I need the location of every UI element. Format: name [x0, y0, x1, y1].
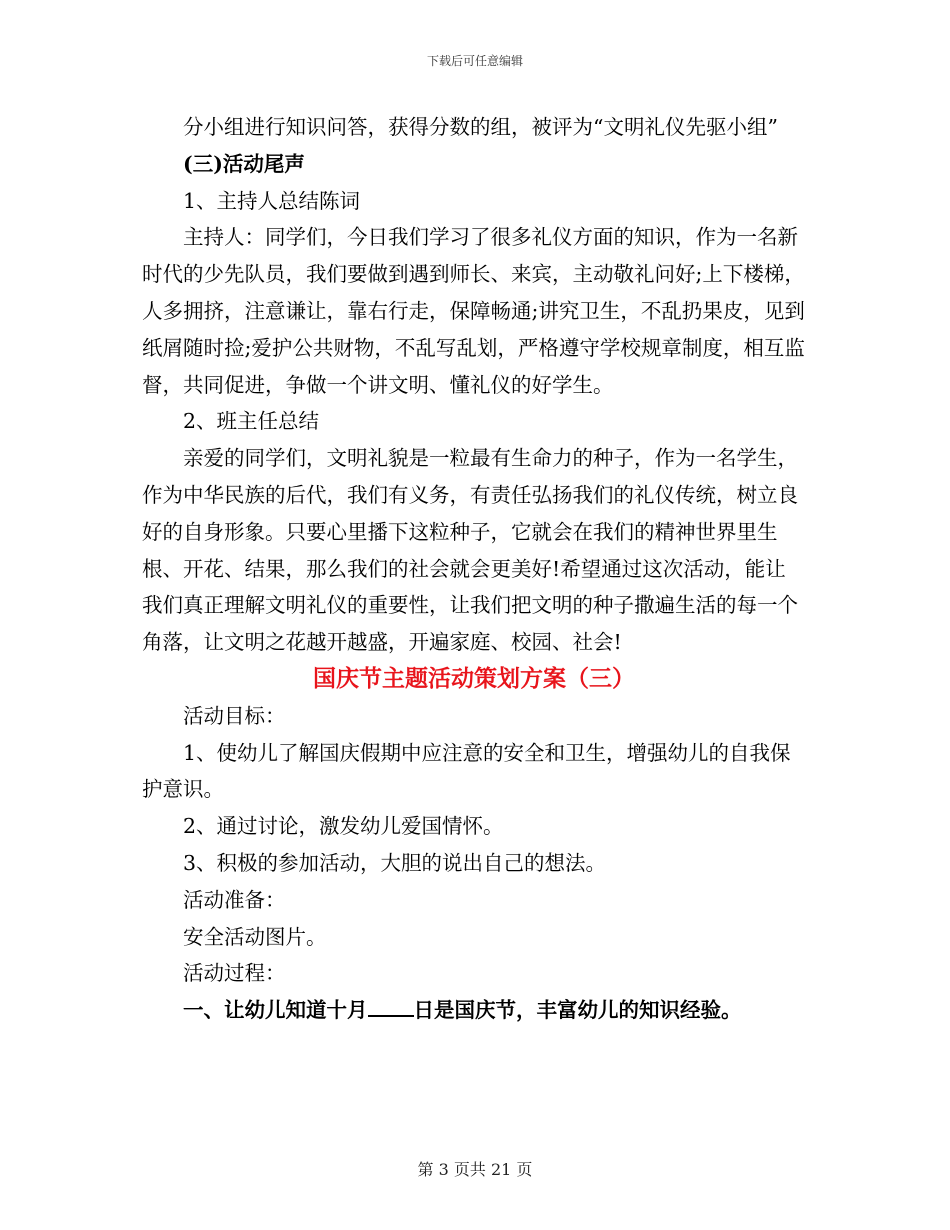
page-footer: 第 3 页共 21 页	[417, 1160, 533, 1179]
goal-3: 3、积极的参加活动，大胆的说出自己的想法。	[183, 850, 607, 875]
document-body	[142, 109, 806, 1029]
goals-label: 活动目标：	[183, 703, 286, 728]
paragraph-groups: 分小组进行知识问答，获得分数的组，被评为“文明礼仪先驱小组”	[183, 115, 778, 139]
goal-2: 2、通过讨论，激发幼儿爱国情怀。	[183, 814, 504, 839]
step-1-after: 日是国庆节，丰富幼儿的知识经验。	[413, 998, 742, 1023]
page-header: 下载后可任意编辑	[426, 54, 523, 68]
process-label: 活动过程：	[183, 961, 286, 986]
prep-label: 活动准备：	[183, 887, 286, 912]
step-1-before: 一、让幼儿知道十月	[183, 998, 368, 1023]
fill-in-blank	[368, 1014, 414, 1017]
item1-heading: 1、主持人总结陈词	[183, 188, 361, 213]
step-1	[142, 992, 806, 1029]
section-title: 国庆节主题活动策划方案（三）	[313, 664, 635, 692]
goal-1: 1、使幼儿了解国庆假期中应注意的安全和卫生，增强幼儿的自我保护意识。	[142, 740, 791, 802]
item1-text: 主持人：同学们，今日我们学习了很多礼仪方面的知识，作为一名新时代的少先队员，我们要做到遇到师长、来宾，主动敬礼问好;上下楼梯，人多拥挤，注意谦让，靠右行走，保障畅通;讲究卫生，不乱扔果皮，见到纸屑随时捡;爱护公共财物，不乱写乱划，严格遵守学校规章制度，相互监督，共同促进，争做一个讲文明、懂礼仪的好学生。	[142, 225, 805, 397]
item2-text: 亲爱的同学们，文明礼貌是一粒最有生命力的种子，作为一名学生，作为中华民族的后代，我们有义务，有责任弘扬我们的礼仪传统，树立良好的自身形象。只要心里播下这粒种子，它就会在我们的精神世界里生根、开花、结果，那么我们的社会就会更美好!希望通过这次活动，能让我们真正理解文明礼仪的重要性，让我们把文明的种子撒遍生活的每一个角落，让文明之花越开越盛，开遍家庭、校园、社会!	[142, 446, 798, 655]
heading-activity-ending: (三)活动尾声	[183, 151, 305, 176]
prep-text: 安全活动图片。	[183, 924, 327, 949]
item2-heading: 2、班主任总结	[183, 409, 320, 434]
